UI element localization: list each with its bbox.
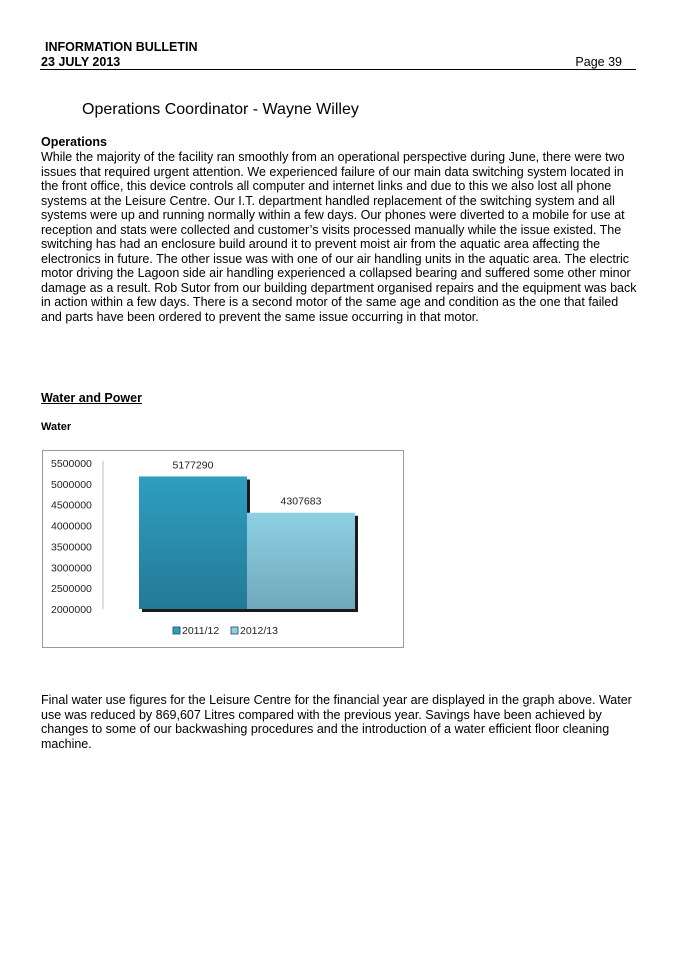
- water-power-heading: Water and Power: [41, 391, 142, 405]
- header-rule: [40, 69, 636, 70]
- y-tick-label: 4500000: [51, 499, 92, 512]
- section-title: Operations Coordinator - Wayne Willey: [82, 101, 359, 118]
- chart-svg: [43, 451, 403, 647]
- final-text: Final water use figures for the Leisure Centre for the financial year are displayed in the graph above. Water use was reduced by 869,607 Litres compared with the previous year. Savings have been achieved by changes to some of our backwashing procedures and the introduction of a water efficient floor cleaning machine.: [41, 693, 632, 751]
- header-date: 23 JULY 2013: [41, 55, 121, 69]
- y-tick-label: 4000000: [51, 520, 92, 533]
- legend-label: 2011/12: [182, 625, 220, 637]
- y-tick-label: 5500000: [51, 458, 92, 470]
- legend-swatch: [231, 627, 238, 634]
- y-tick-label: 2000000: [51, 604, 92, 616]
- legend-label: 2012/13: [240, 625, 278, 637]
- bar-2011/12: [139, 476, 247, 609]
- y-tick-label: 5000000: [51, 478, 92, 491]
- bar-2012/13: [247, 513, 355, 609]
- operations-heading: Operations: [41, 135, 107, 149]
- y-tick-label: 2500000: [51, 583, 92, 596]
- header-title: INFORMATION BULLETIN: [45, 40, 198, 54]
- legend-swatch: [173, 627, 180, 634]
- water-chart: [42, 450, 404, 648]
- operations-body: While the majority of the facility ran smoothly from an operational perspective during June, there were two issues that required urgent attention. We experienced failure of our main data switching system located in the front office, this device controls all computer and internet links and due to this we also lost all phone systems at the Leisure Centre. Our I.T. department handled replacement of the switching system and all systems were up and running normally within a few days. Our phones were diverted to a mobile for use at reception and stats were collected and customer’s visits processed manually while the issue existed. The switching has had an enclosure build around it to prevent moist air from the aquatic area affecting the electronics in future. The other issue was with one of our air handling units in the aquatic area. The electric motor driving the Lagoon side air handling experienced a collapsed bearing and suffered some other minor damage as a result. Rob Sutor from our building department organised repairs and the equipment was back in action within a few days. There is a second motor of the same age and condition as the one that failed and parts have been ordered to prevent the same issue occurring in that motor.: [41, 150, 637, 324]
- data-label: 4307683: [280, 495, 322, 508]
- page-number: Page 39: [575, 55, 622, 69]
- y-tick-label: 3500000: [51, 541, 92, 554]
- data-label: 5177290: [172, 459, 214, 472]
- y-tick-label: 3000000: [51, 562, 92, 575]
- water-heading: Water: [41, 421, 72, 433]
